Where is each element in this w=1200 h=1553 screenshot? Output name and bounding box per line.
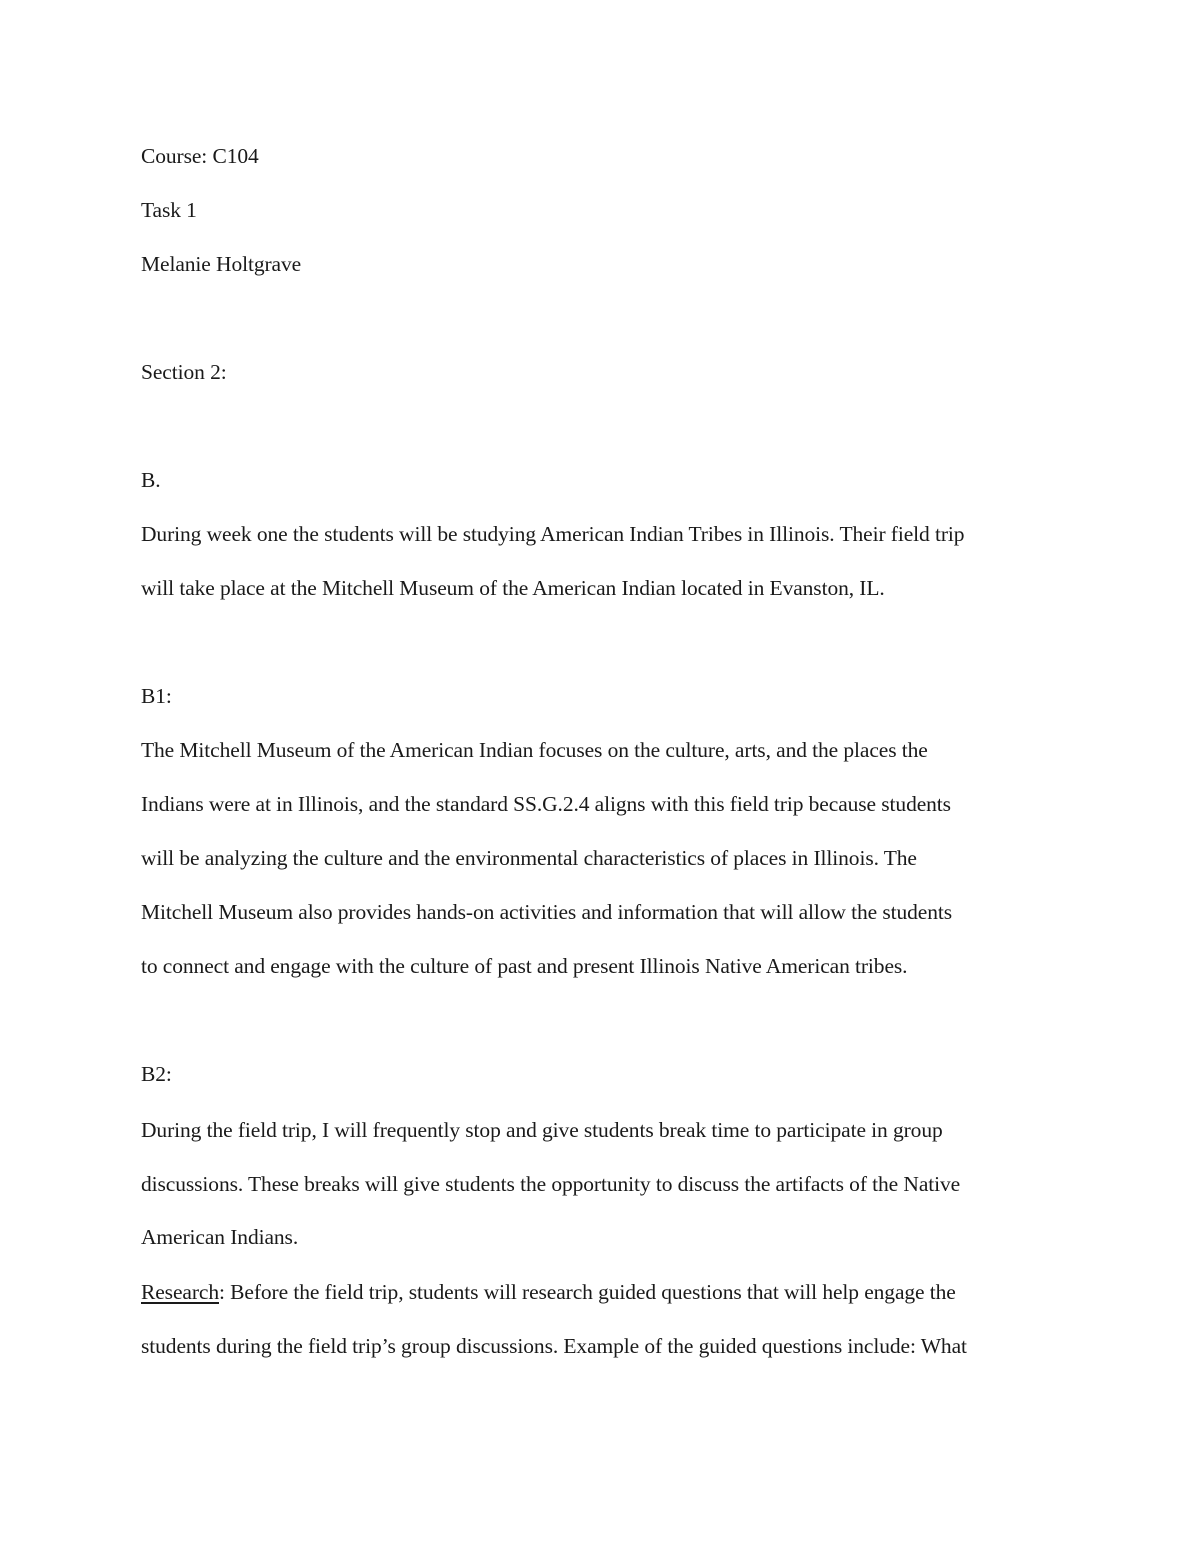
author-line: Melanie Holtgrave — [141, 252, 302, 276]
task-line: Task 1 — [141, 198, 197, 222]
section-b-line-2: will take place at the Mitchell Museum of the American Indian located in Evanston, IL. — [141, 576, 885, 600]
research-line-1 — [141, 1279, 956, 1305]
section-b2-line-3: American Indians. — [141, 1225, 299, 1249]
section-title: Section 2: — [141, 360, 227, 384]
section-b-label: B. — [141, 468, 161, 492]
section-b1-line-2: Indians were at in Illinois, and the standard SS.G.2.4 aligns with this field trip because students — [141, 792, 951, 816]
section-b1-line-5: to connect and engage with the culture of past and present Illinois Native American tribes. — [141, 954, 908, 978]
section-b2-label: B2: — [141, 1062, 172, 1086]
section-b-line-1: During week one the students will be studying American Indian Tribes in Illinois. Their field trip — [141, 522, 965, 546]
course-line: Course: C104 — [141, 144, 259, 168]
section-b1-line-1: The Mitchell Museum of the American Indian focuses on the culture, arts, and the places the — [141, 738, 928, 762]
research-line-2: students during the field trip’s group discussions. Example of the guided questions include: What — [141, 1334, 967, 1358]
research-term: Research — [141, 1280, 219, 1304]
section-b1-label: B1: — [141, 684, 172, 708]
section-b2-line-2: discussions. These breaks will give students the opportunity to discuss the artifacts of the Native — [141, 1172, 961, 1196]
research-line-1-text: : Before the field trip, students will research guided questions that will help engage the — [219, 1280, 956, 1304]
section-b1-line-4: Mitchell Museum also provides hands-on activities and information that will allow the students — [141, 900, 953, 924]
section-b1-line-3: will be analyzing the culture and the environmental characteristics of places in Illinois. The — [141, 846, 917, 870]
section-b2-line-1: During the field trip, I will frequently stop and give students break time to participate in group — [141, 1118, 943, 1142]
